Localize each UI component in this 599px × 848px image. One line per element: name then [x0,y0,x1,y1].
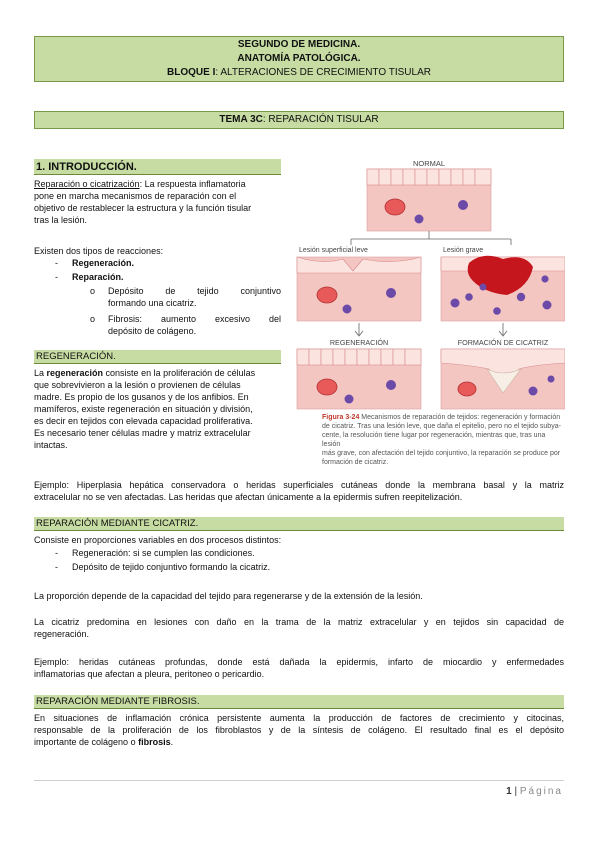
cicatriz-paragraph-1: La proporción depende de la capacidad del tejido para regenerarse y de la extensión de la lesión. [34,591,423,601]
list-item: - [55,548,58,558]
list-item-reparacion: Reparación. [72,272,124,282]
reaction-types-label: Existen dos tipos de reacciones: [34,246,164,256]
regeneracion-example: Ejemplo: Hiperplasia hepática conservadora o heridas superficiales cutáneas donde la membrana basal y la matriz extracelular no se ven afectadas. Las heridas que afectan únicamente a la epidermis sufren reepitelización. [34,480,564,502]
cicatriz-intro: Consiste en proporciones variables en dos procesos distintos: [34,535,282,545]
page-footer: 1 | Página [506,786,563,797]
figure-label-regeneracion: REGENERACIÓN [329,338,389,347]
fibrosis-heading: REPARACIÓN MEDIANTE FIBROSIS. [34,695,564,709]
header-line-3: BLOQUE I: ALTERACIONES DE CRECIMIENTO TISULAR [167,67,431,78]
fibrosis-paragraph: En situaciones de inflamación crónica persistente aumenta la producción de factores de crecimiento y citocinas, responsable de la proliferación de los fibroblastos y de la síntesis de colágeno. El resultado final es el depósito importante de colágeno o fibrosis. [34,713,564,747]
bullet: o [90,314,96,324]
list-item-regeneracion: Regeneración. [72,258,135,268]
regeneracion-paragraph: La regeneración consiste en la proliferación de células que sobrevivieron a la lesión o provienen de células madre. Es propio de los gusanos y de los anfibios. En mamíferos, existe regeneración en situación y división, es decir en tejidos con elevada capacidad proliferativa. Es necesario tener células madre y matriz extracelular intactas. [34,368,256,450]
cicatriz-heading: REPARACIÓN MEDIANTE CICATRIZ. [34,517,564,531]
figure-label-grave: Lesión grave [443,247,484,254]
page-label: Página [519,786,563,797]
list-item: - [55,272,58,282]
page-number: 1 [506,786,512,797]
header-line-2: ANATOMÍA PATOLÓGICA. [237,53,361,64]
figure-label-leve: Lesión superficial leve [299,247,368,254]
intro-paragraph: Reparación o cicatrización: La respuesta inflamatoria pone en marcha mecanismos de reparación con el objetivo de restablecer la estructura y la función tisular tras la lesión. [34,179,252,225]
figure-caption: Figura 3-24 Mecanismos de reparación de tejidos: regeneración y formación de cicatriz. Tras una lesión leve, que daña el epitelio, pero no el tejido subya- cente, la resolución tiene lugar por regeneración, mientras que, tras una lesión más grave, con afectación del tejido conjuntivo, la reparación se produce por formación de cicatriz. [322,414,561,466]
regeneracion-heading: REGENERACIÓN. [34,350,281,364]
list-item: - [55,258,58,268]
cicatriz-example: Ejemplo: heridas cutáneas profundas, donde está dañada la epidermis, infarto de miocardio y enfermedades inflamatorias que afectan a pleura, peritoneo o pericardio. [34,657,564,679]
list-item: - [55,562,58,572]
footer-divider [34,780,564,781]
sub-item-fibrosis: Fibrosis: aumento excesivo del depósito de colágeno. [108,314,281,336]
list-item-deposito: Depósito de tejido conjuntivo formando la cicatriz. [72,562,271,572]
figure-label-normal: NORMAL [412,159,446,168]
header-line-1: SEGUNDO DE MEDICINA. [237,39,361,50]
sub-item-deposito: Depósito de tejido conjuntivo formando una cicatriz. [108,286,281,308]
topic-title: TEMA 3C: REPARACIÓN TISULAR [34,111,564,129]
list-item-regeneracion-cond: Regeneración: si se cumplen las condiciones. [72,548,255,558]
bullet: o [90,286,96,296]
document-header [34,36,564,82]
cicatriz-paragraph-2: La cicatriz predomina en lesiones con daño en la trama de la matriz extracelular y en tejidos sin capacidad de regeneración. [34,617,564,639]
intro-heading: 1. INTRODUCCIÓN. [34,159,281,175]
figure-label-cicatriz: FORMACIÓN DE CICATRIZ [457,338,549,347]
